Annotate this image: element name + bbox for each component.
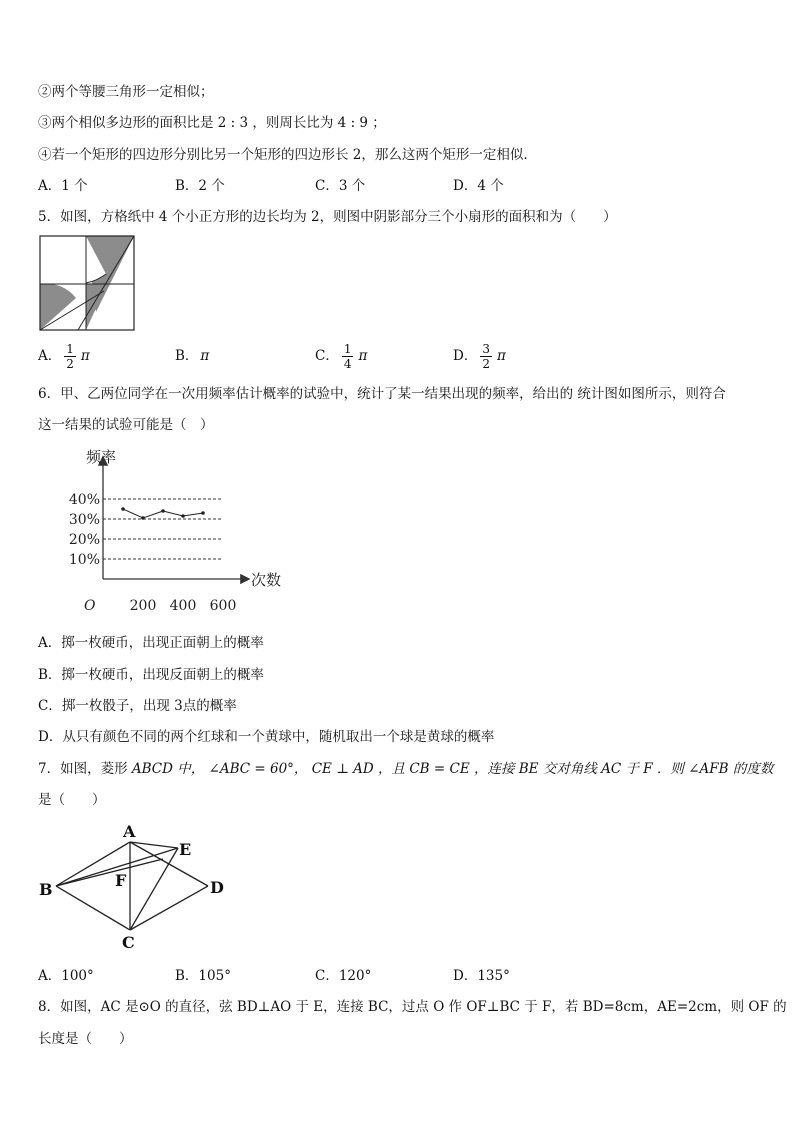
vertex-c-label: C bbox=[122, 933, 135, 952]
q5-option-a-pi: π bbox=[80, 348, 90, 364]
q7-option-a[interactable]: A．100° bbox=[38, 968, 94, 984]
q5-option-d-fraction bbox=[480, 342, 492, 371]
chart-ticks bbox=[69, 492, 236, 614]
q5-option-b-label: B． bbox=[175, 348, 199, 364]
q5-option-d-num: 3 bbox=[482, 342, 490, 356]
q4-option-a[interactable]: A．1 个 bbox=[38, 178, 88, 194]
q5-option-c-pi: π bbox=[358, 348, 368, 364]
q5-option-d-den: 2 bbox=[482, 357, 490, 371]
q6-stem-line-1: 6．甲、乙两位同学在一次用频率估计概率的试验中，统计了某一结果出现的频率，给出的 统计图如图所示，则符合 bbox=[38, 386, 726, 402]
x-tick-label: 600 bbox=[209, 598, 237, 614]
q6-option-b[interactable]: B．掷一枚硬币，出现反面朝上的概率 bbox=[38, 667, 264, 683]
vertex-d-label: D bbox=[210, 878, 224, 897]
q5-sector-bottom-left bbox=[40, 284, 76, 330]
q7-option-c[interactable]: C．120° bbox=[315, 968, 372, 984]
q5-option-c-num: 1 bbox=[343, 342, 352, 356]
q5-option-a-label: A． bbox=[38, 348, 62, 364]
chart-gridlines bbox=[103, 499, 222, 559]
x-tick-label: 400 bbox=[169, 598, 197, 614]
point-e-label: E bbox=[179, 840, 192, 859]
data-point bbox=[181, 514, 185, 518]
q5-option-a-fraction bbox=[64, 342, 76, 371]
q5-option-b-pi: π bbox=[200, 348, 210, 364]
q7-option-d[interactable]: D．135° bbox=[453, 968, 510, 984]
y-tick-label: 10% bbox=[68, 552, 100, 568]
q7-stem-line-1 bbox=[38, 759, 773, 779]
q5-option-a-num: 1 bbox=[66, 342, 74, 356]
vertex-b-label: B bbox=[39, 880, 53, 899]
q6-stem-line-2: 这一结果的试验可能是（ ） bbox=[38, 417, 214, 433]
q5-option-b[interactable] bbox=[175, 346, 209, 366]
q5-stem: 5．如图，方格纸中 4 个小正方形的边长均为 2，则图中阴影部分三个小扇形的面积和为（ ） bbox=[38, 209, 617, 225]
q4-statement-4: ④若一个矩形的四边形分别比另一个矩形的四边形长 2，那么这两个矩形一定相似. bbox=[38, 147, 528, 163]
q4-statement-3: ③两个相似多边形的面积比是 2 : 3 ，则周长比为 4 : 9 ； bbox=[38, 115, 386, 131]
y-axis-label: 频率 bbox=[86, 448, 117, 466]
frequency-chart bbox=[52, 448, 302, 618]
q6-option-c[interactable]: C．掷一枚骰子，出现 3点的概率 bbox=[38, 698, 237, 714]
q5-option-d[interactable] bbox=[453, 342, 506, 371]
q8-stem-line-1: 8．如图，AC 是⊙O 的直径，弦 BD⊥AO 于 E，连接 BC，过点 O 作 OF⊥BC 于 F，若 BD=8cm，AE=2cm，则 OF 的 bbox=[38, 999, 787, 1015]
data-point bbox=[121, 507, 125, 511]
q5-option-a-den: 2 bbox=[66, 357, 74, 371]
q7-option-b[interactable]: B．105° bbox=[175, 968, 231, 984]
data-point bbox=[161, 509, 165, 513]
q4-option-c[interactable]: C．3 个 bbox=[315, 178, 366, 194]
q4-option-d[interactable]: D．4 个 bbox=[453, 178, 504, 194]
point-f-label: F bbox=[115, 871, 127, 890]
q5-option-d-label: D． bbox=[453, 348, 478, 364]
y-tick-label: 40% bbox=[68, 492, 100, 508]
y-tick-label: 20% bbox=[68, 532, 100, 548]
data-point bbox=[201, 511, 205, 515]
q4-statement-2: ②两个等腰三角形一定相似； bbox=[38, 84, 214, 100]
q4-option-b[interactable]: B．2 个 bbox=[175, 178, 225, 194]
q5-option-c-label: C． bbox=[315, 348, 339, 364]
q6-option-a[interactable]: A．掷一枚硬币，出现正面朝上的概率 bbox=[38, 635, 264, 651]
rhombus-figure bbox=[34, 818, 234, 956]
x-axis-label: 次数 bbox=[251, 571, 282, 589]
q5-option-c[interactable] bbox=[315, 342, 367, 371]
origin-label: O bbox=[84, 598, 96, 614]
q6-option-d[interactable]: D．从只有颜色不同的两个红球和一个黄球中，随机取出一个球是黄球的概率 bbox=[38, 729, 495, 745]
y-tick-label: 30% bbox=[68, 512, 100, 528]
chart-series bbox=[121, 507, 205, 520]
x-tick-label: 200 bbox=[129, 598, 157, 614]
vertex-a-label: A bbox=[123, 822, 136, 841]
q7-stem-body: ABCD 中， ∠ABC = 60°， CE ⊥ AD ，且 CB = CE ，连接 BE 交对角线 AC 于 F ．则 ∠AFB 的度数 bbox=[131, 761, 774, 777]
q5-grid-figure bbox=[38, 234, 138, 332]
q5-option-a[interactable] bbox=[38, 342, 90, 371]
q8-stem-line-2: 长度是（ ） bbox=[38, 1031, 133, 1047]
q5-option-c-den: 4 bbox=[343, 357, 352, 371]
data-point bbox=[141, 516, 145, 520]
q7-stem-line-2: 是（ ） bbox=[38, 792, 106, 808]
q5-option-c-fraction bbox=[342, 342, 354, 371]
q7-stem-prefix: 7．如图，菱形 bbox=[38, 761, 132, 777]
q5-option-d-pi: π bbox=[496, 348, 506, 364]
